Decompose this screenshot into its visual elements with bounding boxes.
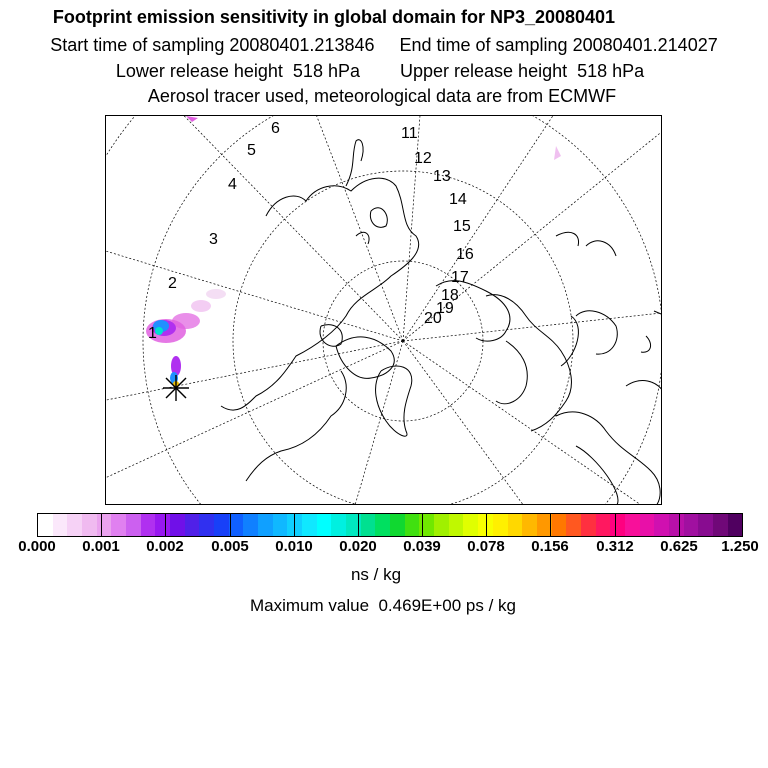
color-scale-segment xyxy=(728,514,743,536)
latitude-circle-50 xyxy=(106,116,662,505)
color-scale-segment xyxy=(552,514,567,536)
tracer-info-line: Aerosol tracer used, meteorological data are from ECMWF xyxy=(147,86,617,106)
plume-tail xyxy=(191,300,211,312)
trajectory-label: 5 xyxy=(247,142,256,159)
color-scale-segment xyxy=(38,514,53,536)
trajectory-label: 20 xyxy=(424,310,442,327)
color-scale-tick-label: 0.020 xyxy=(339,538,377,555)
color-scale-segment xyxy=(67,514,82,536)
color-scale-segment xyxy=(53,514,68,536)
coastline-island xyxy=(641,336,651,352)
color-scale-segment xyxy=(669,514,684,536)
color-scale-tick xyxy=(294,513,295,537)
trajectory-label: 14 xyxy=(449,191,467,208)
color-scale-segment xyxy=(493,514,508,536)
meridian xyxy=(106,341,403,416)
meridian xyxy=(126,116,403,341)
units-label: ns / kg xyxy=(350,565,402,584)
color-scale-segment xyxy=(243,514,258,536)
plume-tail xyxy=(206,289,226,299)
color-scale-segment xyxy=(273,514,288,536)
color-scale-segment xyxy=(463,514,478,536)
sampling-time-line: Start time of sampling 20080401.213846 End time of sampling 20080401.214027 xyxy=(50,35,718,55)
trajectory-label: 6 xyxy=(271,120,280,137)
trajectory-label: 2 xyxy=(168,275,177,292)
color-scale-segment xyxy=(126,514,141,536)
coastline-north-america xyxy=(221,178,419,410)
color-scale-segment xyxy=(331,514,346,536)
color-scale-tick xyxy=(486,513,487,537)
coastline-hudson xyxy=(246,371,346,481)
meridian xyxy=(403,341,662,505)
color-scale-segment xyxy=(214,514,229,536)
coastline-greenland xyxy=(376,366,412,436)
coastline-scandinavia xyxy=(496,341,527,404)
color-scale-segment xyxy=(625,514,640,536)
release-site-marker xyxy=(163,375,189,401)
color-scale-segment xyxy=(596,514,611,536)
color-scale-tick xyxy=(101,513,102,537)
plume-fragment xyxy=(554,146,561,160)
color-scale-tick xyxy=(165,513,166,537)
color-scale-tick-label: 0.010 xyxy=(275,538,313,555)
coastline-island xyxy=(370,208,387,228)
color-scale-segment xyxy=(111,514,126,536)
color-scale-segment xyxy=(698,514,713,536)
color-scale-segment xyxy=(155,514,170,536)
trajectory-label: 11 xyxy=(401,125,418,142)
plot-title: Footprint emission sensitivity in global domain for NP3_20080401 xyxy=(52,7,616,27)
color-scale-segment xyxy=(684,514,699,536)
color-scale-segment xyxy=(258,514,273,536)
meridian xyxy=(286,116,403,341)
coastline-island xyxy=(576,311,617,354)
color-scale-segment xyxy=(434,514,449,536)
trajectory-label: 1 xyxy=(148,325,157,342)
polar-map xyxy=(105,115,662,505)
color-scale-segment xyxy=(97,514,112,536)
graticule xyxy=(106,116,662,505)
color-scale-segment xyxy=(566,514,581,536)
coastline-island xyxy=(626,381,662,391)
color-scale-tick-label: 0.039 xyxy=(403,538,441,555)
color-scale-tick-label: 0.078 xyxy=(467,538,505,555)
color-scale-segment xyxy=(375,514,390,536)
color-scale-segment xyxy=(610,514,625,536)
color-scale-segment xyxy=(390,514,405,536)
coastline-mediterranean xyxy=(576,446,618,505)
color-scale-segment xyxy=(141,514,156,536)
plume-outer xyxy=(172,313,200,329)
color-scale-tick xyxy=(422,513,423,537)
coastline-arctic-islands xyxy=(336,337,394,378)
release-height-line: Lower release height 518 hPa Upper release height 518 hPa xyxy=(115,61,645,81)
color-scale-segment xyxy=(654,514,669,536)
color-scale-segment xyxy=(581,514,596,536)
color-scale-tick xyxy=(550,513,551,537)
maximum-value-label: Maximum value 0.469E+00 ps / kg xyxy=(250,596,516,615)
color-scale-bar xyxy=(37,513,743,537)
coastline-japan xyxy=(556,232,579,246)
latitude-circle-70 xyxy=(233,171,573,505)
color-scale-segment xyxy=(317,514,332,536)
color-scale-segment xyxy=(449,514,464,536)
color-scale-segment xyxy=(170,514,185,536)
color-scale-segment xyxy=(302,514,317,536)
color-scale-segment xyxy=(508,514,523,536)
color-scale-tick xyxy=(615,513,616,537)
plume-fragment xyxy=(186,116,198,122)
meridian xyxy=(106,341,403,496)
color-scale-tick-label: 0.156 xyxy=(531,538,569,555)
color-scale-segment xyxy=(713,514,728,536)
color-scale-tick-label: 0.000 xyxy=(18,538,56,555)
trajectory-label: 4 xyxy=(228,176,237,193)
color-scale-tick xyxy=(230,513,231,537)
coastline-russia xyxy=(486,295,571,431)
color-scale-tick-label: 1.250 xyxy=(721,538,759,555)
color-scale-tick-label: 0.312 xyxy=(596,538,634,555)
color-scale-tick-label: 0.625 xyxy=(660,538,698,555)
color-scale-tick-label: 0.001 xyxy=(82,538,120,555)
trajectory-label: 3 xyxy=(209,231,218,248)
coastline-china xyxy=(586,241,616,256)
color-scale-tick xyxy=(358,513,359,537)
color-scale-segment xyxy=(82,514,97,536)
trajectory-label: 13 xyxy=(433,168,451,185)
color-scale-segment xyxy=(199,514,214,536)
meridian xyxy=(403,116,606,341)
coastline-island xyxy=(356,232,369,244)
trajectory-label: 19 xyxy=(436,300,454,317)
trajectory-label: 17 xyxy=(451,269,469,286)
color-scale-tick xyxy=(679,513,680,537)
color-scale-segment xyxy=(640,514,655,536)
color-scale-segment xyxy=(522,514,537,536)
map-canvas xyxy=(106,116,662,505)
trajectory-label: 16 xyxy=(456,246,474,263)
latitude-circle-60 xyxy=(143,116,662,505)
trajectory-label: 15 xyxy=(453,218,471,235)
meridian xyxy=(403,341,546,505)
color-scale-segment xyxy=(185,514,200,536)
color-scale-segment xyxy=(405,514,420,536)
color-scale-tick-label: 0.005 xyxy=(211,538,249,555)
coastline-europe xyxy=(556,412,660,505)
trajectory-label: 18 xyxy=(441,287,459,304)
color-scale-tick-label: 0.002 xyxy=(146,538,184,555)
coastline-alaska xyxy=(346,140,363,186)
color-scale-segment xyxy=(361,514,376,536)
trajectory-label: 12 xyxy=(414,150,432,167)
